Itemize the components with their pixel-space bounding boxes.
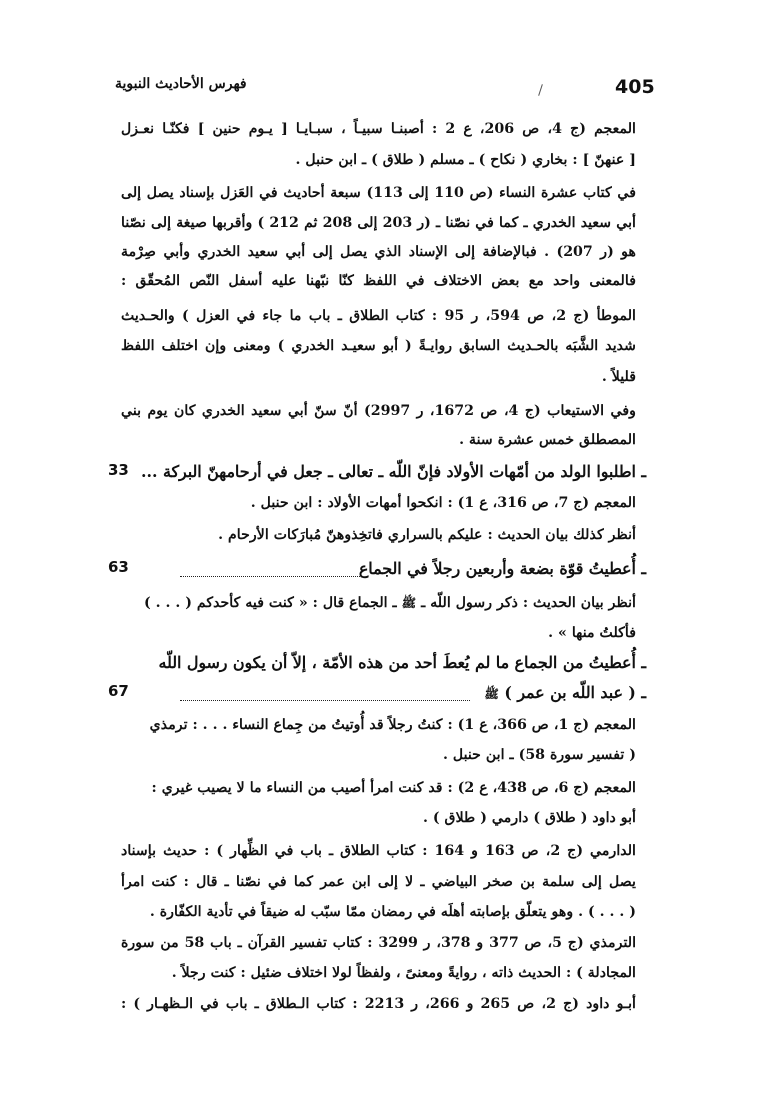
entry-number: 33 [108, 461, 129, 479]
text-line: يصل إلى سلمة بن صخر البياضي ـ لا إلى ابن عمر كما في نصّنا ـ قال : كنت امرأ [121, 874, 636, 890]
text-line: هو (ر 207) . فبالإضافة إلى الإسناد الذي يصل إلى أبي سعيد الخدري وأبي صِرْمة [121, 244, 636, 260]
running-title: فهرس الأحاديث النبوية [115, 76, 247, 92]
text-line: الموطأ (ج 2، ص 594، ر 95 : كتاب الطلاق ـ باب ما جاء في العزل ) والحـديث [121, 308, 636, 324]
page-number: 405 [615, 76, 655, 98]
text-line: المعجم (ج 6، ص 438، ع 2) : قد كنت امرأ أصيب من النساء ما لا يصيب غيري : [151, 780, 636, 796]
text-line: وفي الاستيعاب (ج 4، ص 1672، ر 2997) أنّ سنّ أبي سعيد الخدري كان يوم بني [121, 403, 636, 419]
text-line [144, 592, 636, 614]
print-mark [538, 84, 543, 96]
text-line: شديد الشَّبَه بالحـديث السابق روايـةً ( أبو سعيـد الخدري ) ومعنى وإن اختلف اللفظ [121, 338, 636, 354]
text-line: فأكلتُ منها » . [548, 625, 636, 641]
text-line: المعجم (ج 4، ص 206، ع 2 : أصبنـا سبيـاً ، سبـايـا [ يـوم حنين ] فكنّـا نعـزل [121, 121, 636, 137]
text-line: الدارمي (ج 2، ص 163 و 164 : كتاب الطلاق ـ باب في الظِّهار ) : حديث بإسناد [121, 843, 636, 859]
text-line: المصطلق خمس عشرة سنة . [459, 432, 636, 448]
text-line: أبو داود ( طلاق ) دارمي ( طلاق ) . [423, 810, 636, 826]
hadith-heading: ـ أُعطيتُ من الجماع ما لم يُعطَ أحد من هذه الأمّة ، إلاّ أن يكون رسول اللّه [158, 653, 646, 672]
hadith-heading: ـ أُعطيتُ قوّة بضعة وأربعين رجلاً في الجماع [358, 559, 646, 578]
text-line: في كتاب عشرة النساء (ص 110 إلى 113) سبعة أحاديث في العَزل بإسناد يصل إلى [121, 185, 636, 201]
salutation-ligature: ﷺ [484, 687, 499, 701]
heading-part: ـ ( عبد اللّه بن عمر ) [504, 683, 646, 702]
text-line: ( . . . ) . وهو يتعلّق بإصابته أهلَه في رمضان ممّا سبّب له ضيقاً في تأدية الكفّارة . [149, 904, 636, 920]
salutation-ligature: ﷺ [401, 596, 417, 610]
text-line: فالمعنى واحد مع بعض الاختلاف في اللفظ كنّا نبّهنا عليه أسفل النّص المُحقّق : [121, 273, 636, 289]
text-line: ( تفسير سورة 58) ـ ابن حنبل . [442, 747, 636, 763]
entry-number: 63 [108, 558, 129, 576]
text-line: قليلاً . [601, 369, 636, 385]
text-line: أبـو داود (ج 2، ص 265 و 266، ر 2213 : كتاب الـطلاق ـ باب في الـظهـار ) : [121, 996, 636, 1012]
hadith-heading: ـ اطلبوا الولد من أمّهات الأولاد فإنّ اللّه ـ تعالى ـ جعل في أرحامهنّ البركة ... [140, 462, 646, 481]
text-line: [ عنهنّ ] : بخاري ( نكاح ) ـ مسلم ( طلاق ) ـ ابن حنبل . [295, 152, 636, 168]
text-line-part: ـ الجماع قال : « كنت فيه كأحدكم ( . . . ) [143, 595, 397, 611]
hadith-heading [484, 682, 646, 705]
entry-number: 67 [108, 682, 129, 700]
dot-leader [180, 576, 360, 577]
text-line: الترمذي (ج 5، ص 377 و 378، ر 3299 : كتاب تفسير القرآن ـ باب 58 من سورة [121, 935, 637, 951]
text-line: المعجم (ج 7، ص 316، ع 1) : انكحوا أمهات الأولاد : ابن حنبل . [250, 495, 636, 511]
text-line: أنظر كذلك بيان الحديث : عليكم بالسراري فاتخِذوهنّ مُبارَكات الأرحام . [218, 527, 636, 543]
text-line-part: أنظر بيان الحديث : ذكر رسول اللّه ـ [421, 595, 636, 611]
text-line: أبي سعيد الخدري ـ كما في نصّنا ـ (ر 203 إلى 208 ثم 212 ) وأقربها صيغة إلى نصّنا [121, 215, 636, 231]
dot-leader [180, 700, 470, 701]
text-line: المجادلة ) : الحديث ذاته ، روايةً ومعنىً ، ولفظاً لولا اختلاف ضئيل : كنت رجلاً . [171, 965, 636, 981]
text-line: المعجم (ج 1، ص 366، ع 1) : كنتُ رجلاً قد أُوتيتُ من جِماع النساء . . . : ترمذي [149, 717, 636, 733]
